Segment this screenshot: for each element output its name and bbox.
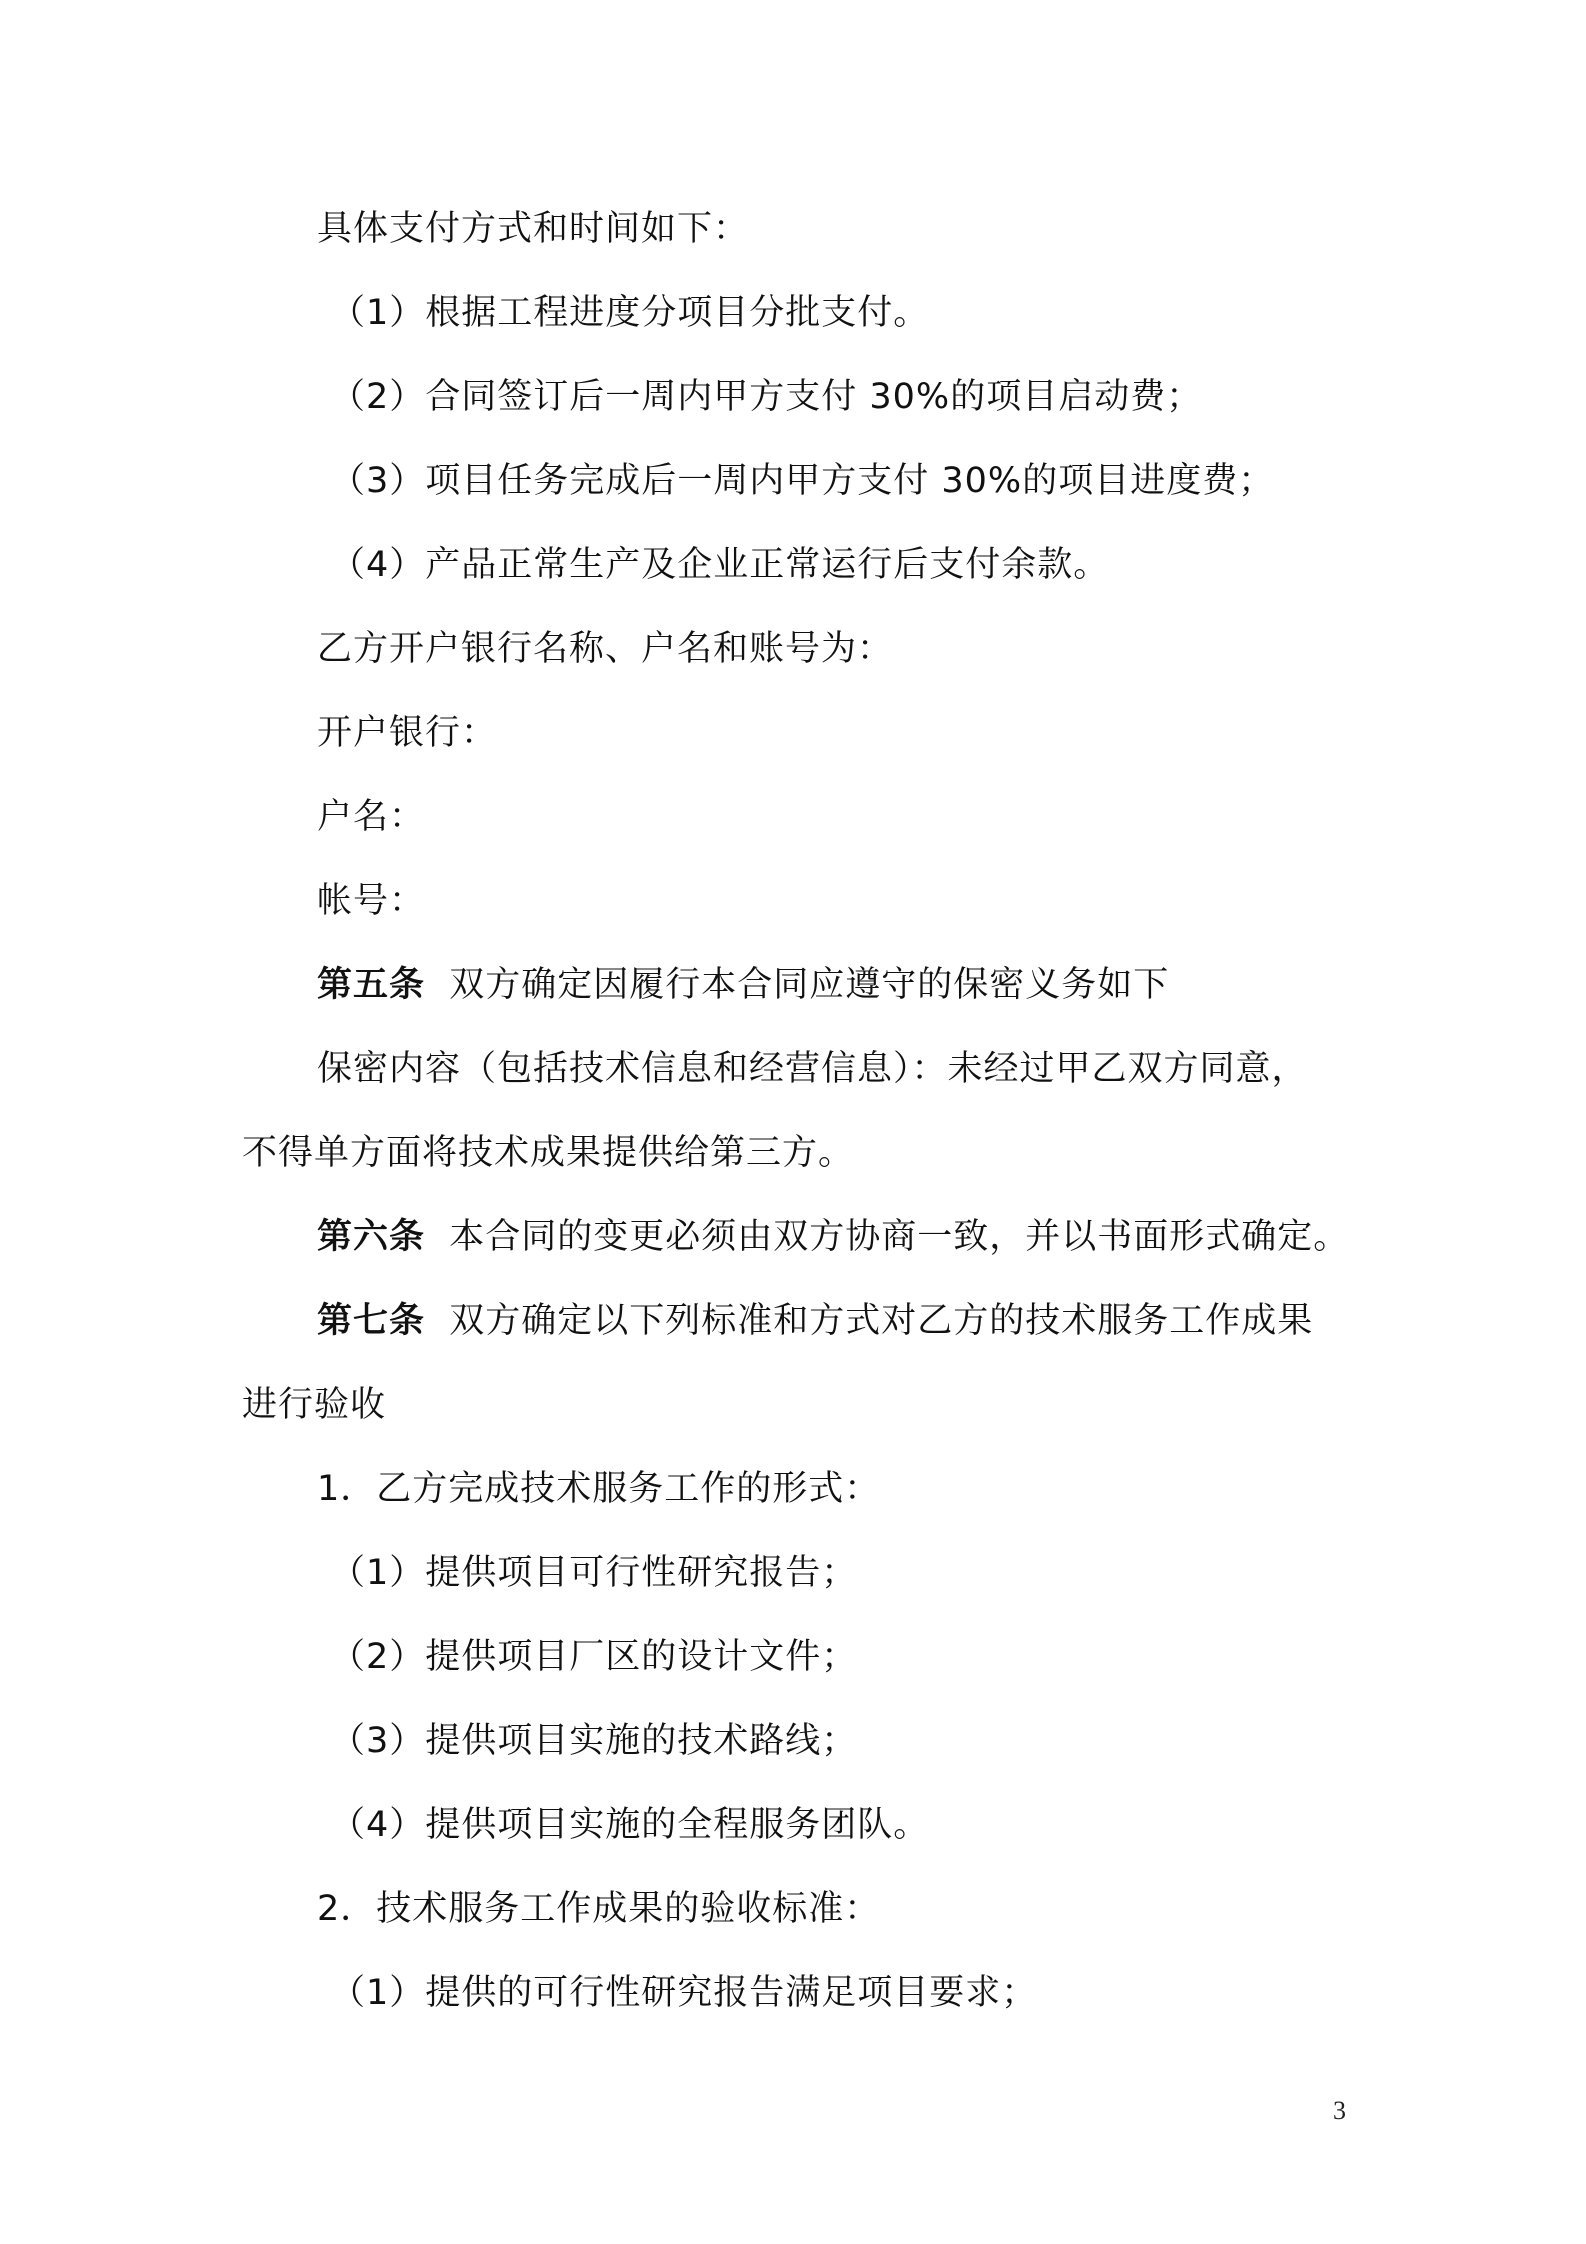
article-number: 第六条	[317, 1217, 426, 1257]
list-item: （3）提供项目实施的技术路线；	[330, 1721, 858, 1761]
article-heading	[317, 1215, 1349, 1259]
article-title: 本合同的变更必须由双方协商一致，并以书面形式确定。	[449, 1217, 1350, 1257]
article-number: 第七条	[317, 1301, 426, 1341]
text-line: 具体支付方式和时间如下：	[317, 209, 750, 249]
list-item: （4）产品正常生产及企业正常运行后支付余款。	[330, 545, 1110, 585]
list-item: （1）根据工程进度分项目分批支付。	[330, 293, 930, 333]
list-item: （3）项目任务完成后一周内甲方支付 30%的项目进度费；	[330, 461, 1275, 501]
text-line: 进行验收	[242, 1385, 387, 1425]
text-line: 乙方开户银行名称、户名和账号为：	[317, 629, 894, 669]
list-item: （2）提供项目厂区的设计文件；	[330, 1637, 858, 1677]
text-line: 保密内容（包括技术信息和经营信息）：未经过甲乙双方同意，	[317, 1049, 1308, 1089]
article-title: 双方确定因履行本合同应遵守的保密义务如下	[449, 965, 1170, 1005]
article-heading	[317, 1299, 1313, 1343]
account-name-label: 户名：	[317, 797, 426, 837]
list-item: （1）提供项目可行性研究报告；	[330, 1553, 858, 1593]
section-heading: 1．乙方完成技术服务工作的形式：	[317, 1469, 881, 1509]
section-heading: 2．技术服务工作成果的验收标准：	[317, 1889, 881, 1929]
account-number-label: 帐号：	[317, 881, 426, 921]
article-title: 双方确定以下列标准和方式对乙方的技术服务工作成果	[449, 1301, 1314, 1341]
list-item: （4）提供项目实施的全程服务团队。	[330, 1805, 930, 1845]
article-heading	[317, 963, 1169, 1007]
article-number: 第五条	[317, 965, 426, 1005]
text-line: 不得单方面将技术成果提供给第三方。	[242, 1133, 855, 1173]
page-number: 3	[1333, 2096, 1346, 2125]
list-item: （2）合同签订后一周内甲方支付 30%的项目启动费；	[330, 377, 1203, 417]
bank-field-label: 开户银行：	[317, 713, 498, 753]
list-item: （1）提供的可行性研究报告满足项目要求；	[330, 1973, 1038, 2013]
